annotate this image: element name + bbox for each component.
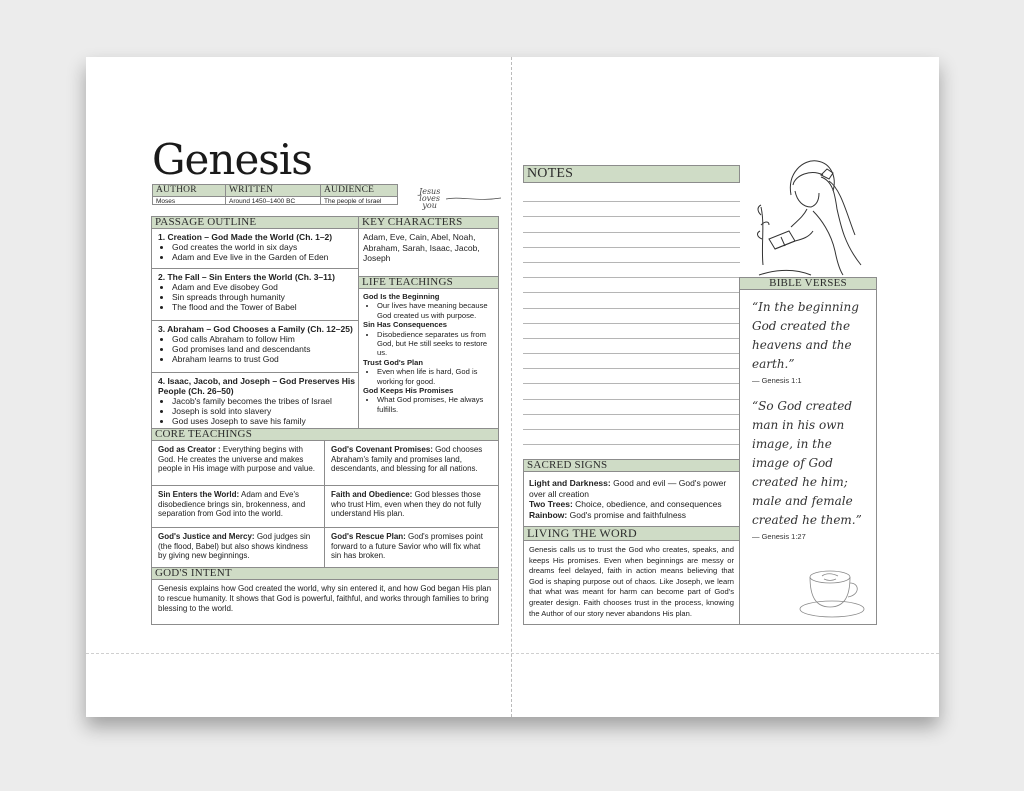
key-characters-header: KEY CHARACTERS	[359, 217, 498, 229]
verse-text: “So God created man in his own image, in the image of God created he him; male and female created he them.”	[752, 399, 862, 527]
sacred-sign-text: Good and evil — God's power over all creation	[529, 478, 727, 499]
life-teachings-list	[359, 289, 498, 417]
note-line[interactable]	[523, 202, 740, 217]
stamp-line-1: Jesus	[419, 187, 441, 196]
verse-text: “In the beginning God created the heavens and the earth.”	[752, 300, 859, 371]
outline-item	[152, 321, 358, 373]
key-characters-text: Adam, Eve, Cain, Abel, Noah, Abraham, Sarah, Isaac, Jacob, Joseph	[363, 232, 480, 263]
audience-value: The people of Israel	[324, 198, 382, 205]
outline-bullet: • God uses Joseph to save his family	[172, 416, 355, 426]
living-the-word-text: Genesis calls us to trust the God who creates, speaks, and keeps His promises. Even when beginnings are messy or dreams feel delayed, faith in action means believing that God is shaping purpose out of chaos. Like Joseph, we learn that what was meant for harm can become part of God's greater design. Faith chooses trust in the process, knowing the Author of our story never abandons His plan.	[529, 545, 734, 618]
core-teaching-text: Everything begins with God. He creates the universe and makes people in His image with purpose and value.	[158, 445, 315, 473]
core-teachings-panel	[151, 428, 499, 568]
coffee-cup-icon	[798, 563, 870, 619]
sacred-signs-list	[524, 472, 739, 520]
note-line[interactable]	[523, 293, 740, 308]
sacred-sign-heading: Two Trees:	[529, 499, 573, 509]
verse-reference: — Genesis 1:27	[752, 532, 806, 541]
center-fold-line	[511, 57, 512, 717]
living-the-word-panel	[523, 526, 740, 625]
core-teaching-heading: God's Rescue Plan:	[331, 532, 406, 541]
outline-bullet: • Jacob's family becomes the tribes of Israel	[172, 396, 355, 406]
printable-sheet	[86, 57, 939, 717]
passage-outline-header: PASSAGE OUTLINE	[152, 217, 358, 229]
verse-reference: — Genesis 1:1	[752, 376, 802, 385]
life-teaching-bullet: • What God promises, He always fulfills.	[377, 395, 494, 414]
core-teaching-cell	[325, 528, 498, 568]
note-line[interactable]	[523, 248, 740, 263]
sacred-sign-text: God's promise and faithfulness	[567, 509, 687, 520]
core-teaching-text: God judges sin (the flood, Babel) but also shows kindness by giving new beginnings.	[158, 532, 311, 560]
gods-intent-panel	[151, 567, 499, 625]
key-characters-panel	[358, 216, 499, 277]
sacred-signs-header: SACRED SIGNS	[524, 460, 739, 472]
sacred-sign-text: Choice, obedience, and consequences	[572, 499, 722, 509]
core-teaching-cell	[152, 486, 325, 528]
note-line[interactable]	[523, 415, 740, 430]
note-line[interactable]	[523, 263, 740, 278]
gods-intent-header: GOD'S INTENT	[152, 568, 498, 580]
page-title: Genesis	[152, 135, 312, 184]
life-teachings-panel	[358, 276, 499, 429]
core-teaching-cell	[152, 441, 325, 486]
life-teaching-heading: Sin Has Consequences	[363, 320, 447, 330]
author-label: AUTHOR	[153, 185, 225, 197]
core-teaching-cell	[325, 441, 498, 486]
sacred-signs-panel	[523, 459, 740, 527]
outline-bullet: • Adam and Eve live in the Garden of Eden	[172, 252, 355, 262]
outline-bullet: • God promises land and descendants	[172, 344, 355, 354]
sacred-sign-heading: Light and Darkness:	[529, 478, 611, 488]
outline-bullet: • God creates the world in six days	[172, 242, 355, 252]
core-teaching-cell	[152, 528, 325, 568]
life-teaching-bullet: • Even when life is hard, God is working for good.	[377, 367, 494, 386]
bible-verses-list	[740, 290, 876, 541]
outline-bullet: • Adam and Eve disobey God	[172, 282, 355, 292]
outline-heading: 2. The Fall – Sin Enters the World (Ch. 3–11)	[158, 272, 335, 282]
outline-heading: 1. Creation – God Made the World (Ch. 1–2)	[158, 232, 333, 242]
outline-item	[152, 269, 358, 321]
core-teaching-text: God chooses Abraham's family and promises land, descendants, and blessing for all nations.	[331, 445, 483, 473]
core-teaching-heading: Sin Enters the World:	[158, 490, 240, 499]
core-teachings-grid	[152, 441, 498, 568]
outline-bullet: • Joseph is sold into slavery	[172, 406, 355, 416]
core-teachings-header: CORE TEACHINGS	[152, 429, 498, 441]
stamp-line-2: loves	[419, 194, 441, 203]
note-line[interactable]	[523, 309, 740, 324]
note-line[interactable]	[523, 384, 740, 399]
girl-reading-bible-illustration	[751, 155, 873, 277]
outline-bullet: • The flood and the Tower of Babel	[172, 302, 355, 312]
stamp-swash-icon	[446, 196, 501, 202]
note-line[interactable]	[523, 339, 740, 354]
author-value: Moses	[156, 198, 176, 205]
written-value: Around 1450–1400 BC	[229, 198, 296, 205]
bible-verses-header: BIBLE VERSES	[740, 278, 876, 290]
core-teaching-cell	[325, 486, 498, 528]
note-line[interactable]	[523, 400, 740, 415]
notes-lines[interactable]	[523, 187, 740, 460]
living-the-word-header: LIVING THE WORD	[524, 527, 739, 541]
outline-bullet: • Abraham learns to trust God	[172, 354, 355, 364]
note-line[interactable]	[523, 187, 740, 202]
outline-item	[152, 229, 358, 269]
note-line[interactable]	[523, 217, 740, 232]
core-teaching-heading: God as Creator :	[158, 445, 221, 454]
core-teaching-text: God blesses those who trust Him, even when they do not fully understand His plan.	[331, 490, 482, 518]
outline-bullet: • God calls Abraham to follow Him	[172, 334, 355, 344]
note-line[interactable]	[523, 430, 740, 445]
core-teaching-heading: God's Covenant Promises:	[331, 445, 433, 454]
notes-header-box	[523, 165, 740, 183]
life-teaching-heading: God Is the Beginning	[363, 292, 440, 301]
note-line[interactable]	[523, 278, 740, 293]
passage-outline-panel	[151, 216, 359, 429]
core-teaching-text: God's promises point forward to a future Savior who will fix what sin has broken.	[331, 532, 483, 560]
life-teaching-bullet: • Disobedience separates us from God, but He still seeks to restore us.	[377, 330, 494, 358]
life-teachings-header: LIFE TEACHINGS	[359, 277, 498, 289]
outline-heading: 3. Abraham – God Chooses a Family (Ch. 12–25)	[158, 324, 353, 334]
core-teaching-heading: God's Justice and Mercy:	[158, 532, 255, 541]
audience-label: AUDIENCE	[321, 185, 397, 197]
outline-bullet: • Sin spreads through humanity	[172, 292, 355, 302]
notes-header: NOTES	[524, 166, 739, 182]
written-column	[226, 185, 321, 204]
written-label: WRITTEN	[226, 185, 320, 197]
outline-heading: 4. Isaac, Jacob, and Joseph – God Preserves His People (Ch. 26–50)	[158, 376, 356, 396]
note-line[interactable]	[523, 324, 740, 339]
audience-column	[321, 185, 397, 204]
sacred-sign-heading: Rainbow:	[529, 509, 568, 520]
jesus-loves-you-stamp	[419, 188, 440, 209]
trim-line	[86, 653, 939, 654]
note-line[interactable]	[523, 354, 740, 369]
note-line[interactable]	[523, 369, 740, 384]
outline-item	[152, 373, 358, 428]
note-line[interactable]	[523, 233, 740, 248]
life-teaching-heading: God Keeps His Promises	[363, 386, 454, 396]
core-teaching-text: Adam and Eve's disobedience brings sin, brokenness, and separation from God into the world.	[158, 490, 306, 518]
author-column	[153, 185, 226, 204]
book-meta	[152, 184, 398, 205]
life-teaching-bullet: • Our lives have meaning because God created us with purpose.	[377, 301, 494, 320]
gods-intent-text: Genesis explains how God created the world, why sin entered it, and how God began His plan to rescue humanity. It shows that God is powerful, faithful, and works through families to bring blessing to the world.	[158, 584, 492, 613]
stamp-line-3: you	[422, 201, 437, 210]
core-teaching-heading: Faith and Obedience:	[331, 490, 413, 499]
life-teaching-heading: Trust God's Plan	[363, 357, 424, 367]
bible-verses-panel	[739, 277, 877, 625]
